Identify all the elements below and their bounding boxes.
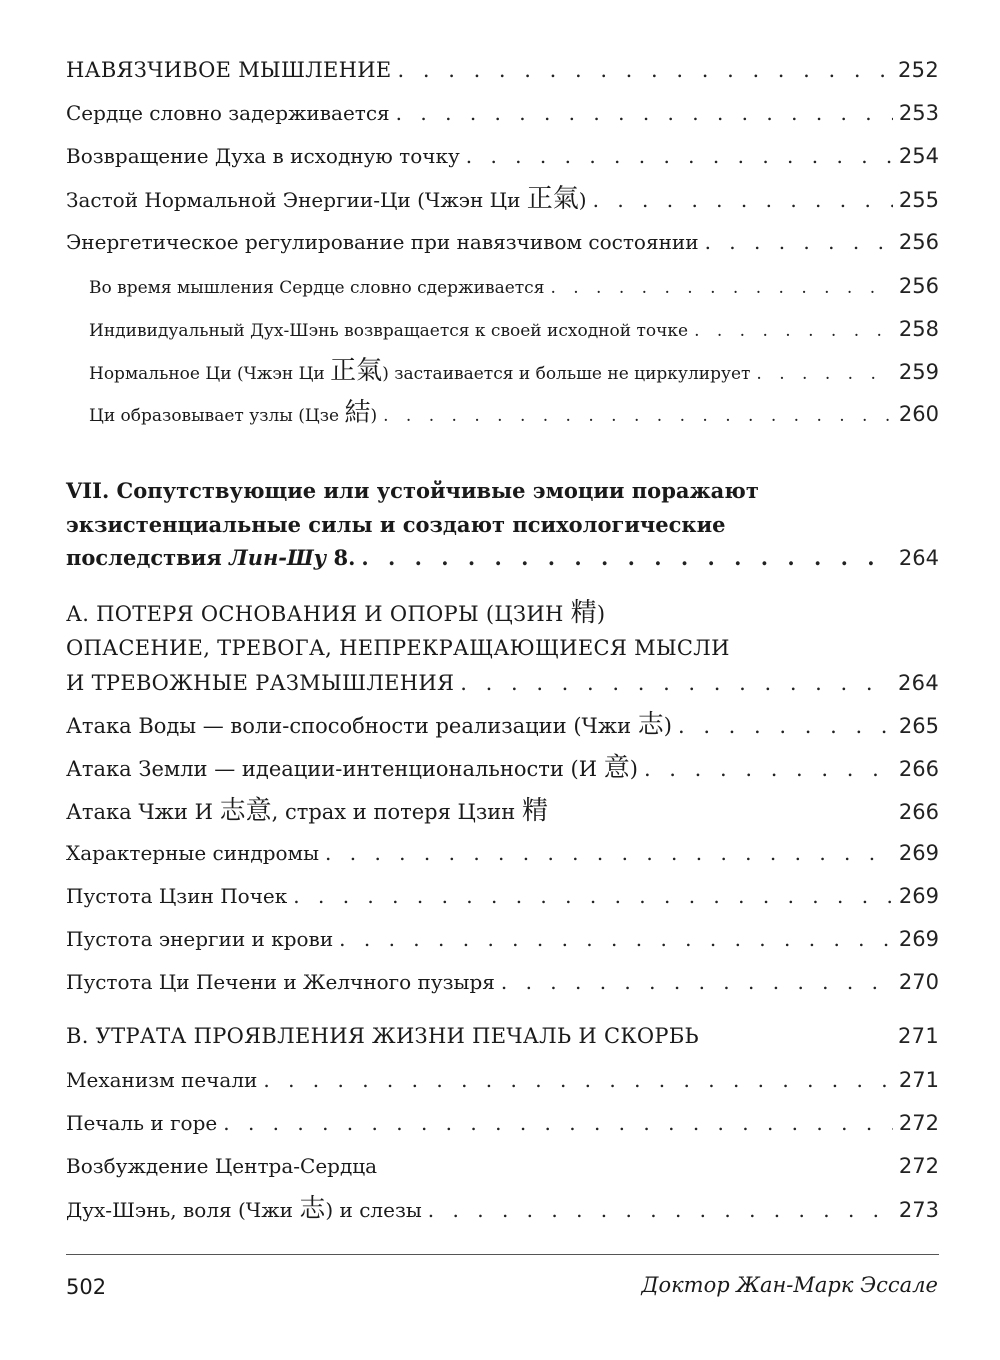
toc-title: Во время мышления Сердце словно сдерживается (89, 278, 545, 298)
toc-title: Атака Земли — идеации-интенциональности (И 意) (66, 753, 638, 783)
toc-page: 259 (898, 360, 939, 384)
toc-page: 255 (898, 188, 939, 212)
leader-dots (756, 364, 892, 384)
toc-title: Пустота Цзин Почек (66, 884, 288, 908)
toc-title: Энергетическое регулирование при навязчивом состоянии (66, 230, 699, 254)
toc-title: Дух-Шэнь, воля (Чжи 志) и слезы (66, 1194, 422, 1224)
toc-entry (66, 712, 939, 738)
toc-page: 264 (898, 671, 939, 695)
toc-entry (66, 144, 939, 168)
toc-page: 256 (898, 274, 939, 298)
toc-title: Ци образовывает узлы (Цзе 結) (89, 398, 378, 428)
toc-page: 273 (898, 1198, 939, 1222)
leader-dots (223, 1111, 893, 1135)
toc-title: НАВЯЗЧИВОЕ МЫШЛЕНИЕ (66, 58, 392, 82)
toc-entry (66, 101, 939, 125)
toc-title: В. УТРАТА ПРОЯВЛЕНИЯ ЖИЗНИ ПЕЧАЛЬ И СКОРБЬ (66, 1024, 700, 1048)
toc-title: Механизм печали (66, 1068, 258, 1092)
toc-entry (66, 230, 939, 254)
toc-page: 271 (898, 1024, 939, 1048)
toc-title: Атака Чжи И 志意, страх и потеря Цзин 精 (66, 796, 548, 826)
toc-entry (66, 841, 939, 865)
toc-entry (66, 798, 939, 824)
toc-page: 269 (898, 841, 939, 865)
toc-heading-obsessive-thinking (66, 58, 939, 82)
leader-dots (550, 278, 892, 298)
leader-dots (263, 1068, 893, 1092)
toc-page: 256 (898, 230, 939, 254)
section-a-title-line2: ОПАСЕНИЕ, ТРЕВОГА, НЕПРЕКРАЩАЮЩИЕСЯ МЫСЛИ (66, 636, 730, 660)
cjk-glyph: 意 (603, 753, 630, 783)
toc-title: И ТРЕВОЖНЫЕ РАЗМЫШЛЕНИЯ (66, 671, 455, 695)
cjk-glyph: 正氣 (330, 356, 383, 386)
page-number: 502 (66, 1275, 107, 1299)
toc-title: последствия Лин-Шу 8. (66, 545, 356, 570)
toc-title: Застой Нормальной Энергии-Ци (Чжэн Ци 正氣) (66, 184, 587, 214)
running-footer-author: Доктор Жан-Марк Эссале (641, 1273, 938, 1297)
section-a-title-line3 (66, 671, 939, 695)
chapter-vii-title-line3 (66, 545, 939, 570)
toc-title: Возбуждение Центра-Сердца (66, 1154, 378, 1178)
section-b-title (66, 1024, 939, 1048)
cjk-glyph: 精 (521, 796, 548, 826)
cjk-glyph: 正氣 (526, 184, 579, 214)
toc-entry (66, 884, 939, 908)
toc-title: Нормальное Ци (Чжэн Ци 正氣) застаивается и больше не циркулирует (89, 356, 751, 386)
leader-dots (593, 188, 893, 212)
leader-dots (293, 884, 893, 908)
toc-entry (66, 1154, 939, 1178)
leader-dots (361, 545, 892, 570)
toc-title: Атака Воды — воли-способности реализации (Чжи 志) (66, 710, 672, 740)
toc-page: 265 (898, 714, 939, 738)
leader-dots (428, 1198, 893, 1222)
toc-page: 271 (898, 1068, 939, 1092)
toc-page: 266 (898, 800, 939, 824)
toc-entry (66, 755, 939, 781)
leader-dots (339, 927, 893, 951)
leader-dots (466, 144, 893, 168)
toc-page: 252 (898, 58, 939, 82)
toc-page: 253 (898, 101, 939, 125)
toc-title: Пустота энергии и крови (66, 927, 334, 951)
toc-title: Пустота Ци Печени и Желчного пузыря (66, 970, 495, 994)
toc-subentry (89, 274, 939, 298)
section-a-title-line1: А. ПОТЕРЯ ОСНОВАНИЯ И ОПОРЫ (ЦЗИН 精) (66, 598, 606, 628)
cjk-glyph: 結 (344, 398, 371, 428)
cjk-glyph: 志 (637, 710, 664, 740)
footer-divider (66, 1254, 939, 1255)
toc-subentry (89, 317, 939, 341)
chapter-vii-title-line1: VII. Сопутствующие или устойчивые эмоции поражают (66, 478, 759, 503)
toc-entry (66, 1196, 939, 1222)
leader-dots (398, 58, 892, 82)
toc-title: Характерные синдромы (66, 841, 320, 865)
toc-title: Печаль и горе (66, 1111, 218, 1135)
cjk-glyph: 精 (570, 598, 597, 628)
leader-dots (501, 970, 893, 994)
cjk-glyph: 志 (299, 1194, 326, 1224)
toc-page: 266 (898, 757, 939, 781)
toc-entry (66, 1111, 939, 1135)
cjk-glyph: 志意 (219, 796, 272, 826)
toc-entry (66, 970, 939, 994)
toc-page: 258 (898, 317, 939, 341)
leader-dots (396, 101, 893, 125)
toc-title: Возвращение Духа в исходную точку (66, 144, 460, 168)
leader-dots (460, 671, 892, 695)
toc-page: 254 (898, 144, 939, 168)
leader-dots (383, 406, 893, 426)
leader-dots (705, 230, 893, 254)
toc-page: 264 (898, 546, 939, 570)
leader-dots (694, 321, 893, 341)
leader-dots (678, 714, 893, 738)
leader-dots (644, 757, 893, 781)
toc-entry (66, 1068, 939, 1092)
leader-dots (325, 841, 893, 865)
toc-title: Индивидуальный Дух-Шэнь возвращается к своей исходной точке (89, 321, 689, 341)
toc-page: 272 (898, 1154, 939, 1178)
toc-page: 272 (898, 1111, 939, 1135)
toc-entry (66, 186, 939, 212)
toc-page: 269 (898, 927, 939, 951)
toc-page: 270 (898, 970, 939, 994)
chapter-vii-title-line2: экзистенциальные силы и создают психологические (66, 512, 726, 537)
toc-subentry (89, 400, 939, 426)
toc-title: Сердце словно задерживается (66, 101, 390, 125)
toc-subentry (89, 358, 939, 384)
toc-page: 269 (898, 884, 939, 908)
toc-page: 260 (898, 402, 939, 426)
toc-entry (66, 927, 939, 951)
